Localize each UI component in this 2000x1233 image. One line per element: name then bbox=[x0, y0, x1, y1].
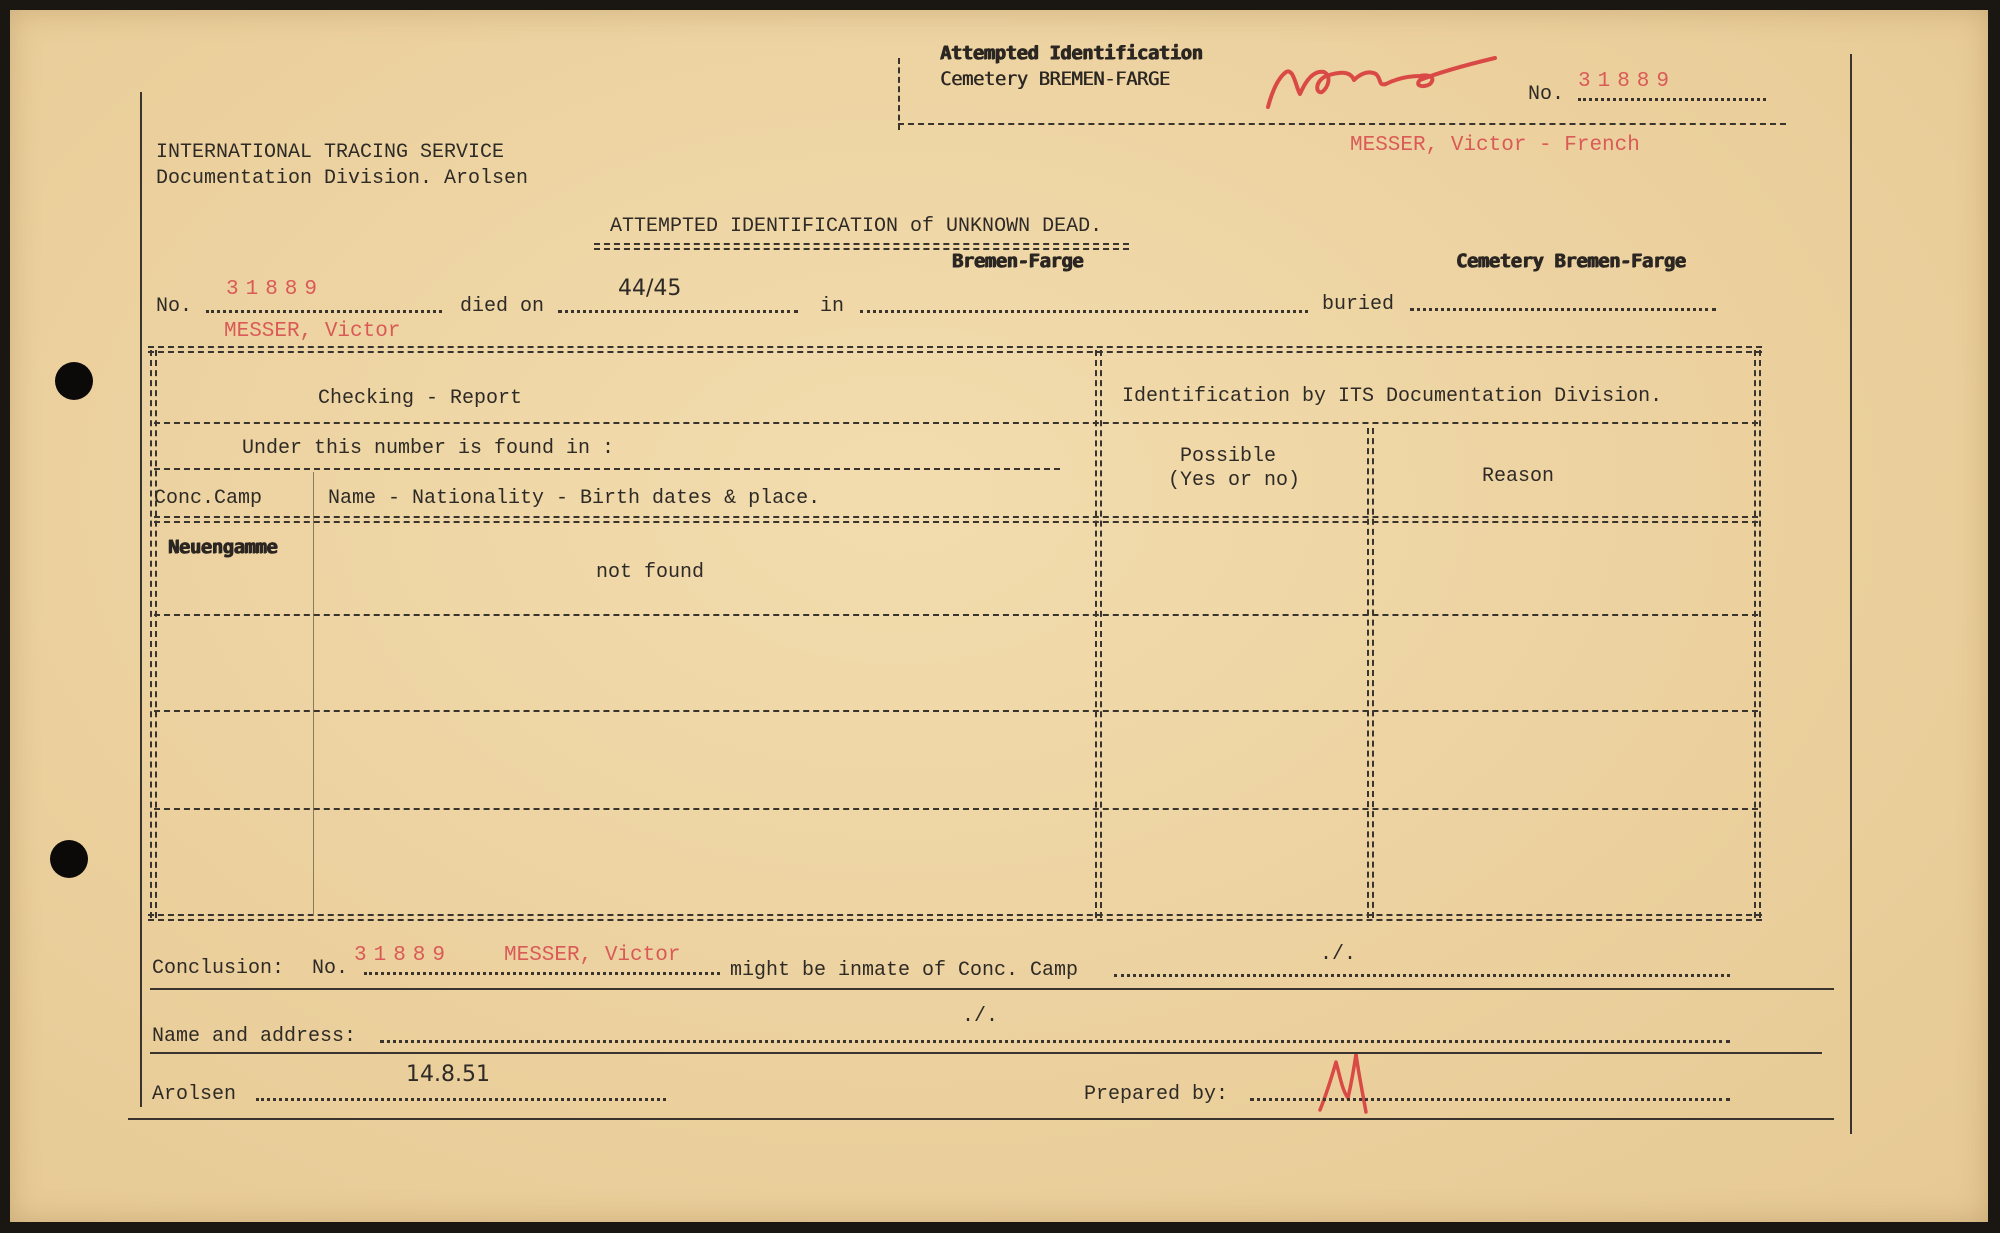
identification-header: Identification by ITS Documentation Division. bbox=[1122, 385, 1663, 408]
table-row-line-2 bbox=[154, 710, 1758, 712]
name-address-value: ./. bbox=[962, 1005, 999, 1028]
handwritten-none-mark bbox=[1268, 58, 1495, 107]
buried-value: Cemetery Bremen-Farge bbox=[1456, 250, 1686, 272]
conclusion-name: MESSER, Victor bbox=[504, 944, 681, 967]
table-left-border bbox=[150, 350, 157, 918]
table-divider-camp bbox=[313, 472, 314, 916]
buried-label: buried bbox=[1322, 293, 1395, 316]
col-possible-header-1: Possible bbox=[1180, 445, 1277, 468]
checking-report-header: Checking - Report bbox=[318, 387, 523, 410]
in-value: Bremen-Farge bbox=[952, 250, 1084, 272]
form-title: ATTEMPTED IDENTIFICATION of UNKNOWN DEAD. bbox=[610, 215, 1103, 238]
row1-name: not found bbox=[596, 561, 705, 584]
col-reason-header: Reason bbox=[1482, 465, 1555, 488]
division-name: Documentation Division. Arolsen bbox=[156, 167, 529, 190]
conclusion-text: might be inmate of Conc. Camp bbox=[730, 959, 1079, 982]
no-value: 31889 bbox=[226, 278, 325, 301]
record-number-dots bbox=[1578, 98, 1766, 101]
died-dots bbox=[558, 310, 798, 313]
table-row-line-1 bbox=[154, 614, 1758, 616]
no-dots bbox=[206, 310, 442, 313]
name-address-underline bbox=[150, 1052, 1822, 1054]
org-name: INTERNATIONAL TRACING SERVICE bbox=[156, 141, 505, 164]
under-number-line bbox=[154, 468, 1060, 470]
table-divider-reason bbox=[1367, 428, 1374, 918]
buried-dots bbox=[1410, 308, 1716, 311]
no-label: No. bbox=[156, 295, 193, 318]
name-red: MESSER, Victor bbox=[224, 320, 401, 343]
in-label: in bbox=[820, 295, 845, 318]
stamp-cemetery: Cemetery BREMEN-FARGE bbox=[940, 68, 1170, 90]
name-nationality-red: MESSER, Victor - French bbox=[1350, 134, 1640, 157]
stamp-attempted-identification: Attempted Identification bbox=[940, 42, 1203, 64]
under-number-text: Under this number is found in : bbox=[242, 437, 615, 460]
conclusion-no-dots bbox=[364, 972, 720, 975]
date-value: 14.8.51 bbox=[406, 1062, 490, 1087]
prepared-by-dots bbox=[1250, 1098, 1730, 1101]
conclusion-camp-dots bbox=[1114, 974, 1730, 977]
name-address-label: Name and address: bbox=[152, 1025, 357, 1048]
name-address-dots bbox=[380, 1040, 1730, 1043]
table-bottom-border bbox=[148, 914, 1762, 921]
table-top-border bbox=[148, 346, 1762, 353]
prepared-by-label: Prepared by: bbox=[1084, 1083, 1229, 1106]
tracing-card bbox=[10, 10, 1988, 1222]
table-divider-main bbox=[1095, 350, 1102, 918]
conclusion-label: Conclusion: bbox=[152, 957, 285, 980]
table-row-line-3 bbox=[154, 808, 1758, 810]
signature-initials-mark bbox=[1320, 1054, 1366, 1112]
date-dots bbox=[256, 1098, 666, 1101]
died-value: 44/45 bbox=[618, 276, 682, 301]
row1-camp: Neuengamme bbox=[168, 536, 278, 558]
table-header-line bbox=[154, 422, 1758, 424]
table-right-border bbox=[1754, 350, 1761, 918]
conclusion-underline bbox=[150, 988, 1834, 990]
in-dots bbox=[860, 310, 1308, 313]
col-possible-header-2: (Yes or no) bbox=[1168, 469, 1301, 492]
conclusion-camp-value: ./. bbox=[1320, 943, 1357, 966]
title-underline bbox=[594, 243, 1129, 250]
record-number-label: No. bbox=[1528, 83, 1565, 106]
table-column-header-line bbox=[154, 516, 1758, 523]
died-label: died on bbox=[460, 295, 545, 318]
col-camp-header: Conc.Camp bbox=[154, 487, 263, 510]
col-name-header: Name - Nationality - Birth dates & place. bbox=[328, 487, 821, 510]
conclusion-no-value: 31889 bbox=[354, 944, 453, 967]
conclusion-no-label: No. bbox=[312, 957, 349, 980]
record-number-value: 31889 bbox=[1578, 70, 1677, 93]
place-label: Arolsen bbox=[152, 1083, 237, 1106]
